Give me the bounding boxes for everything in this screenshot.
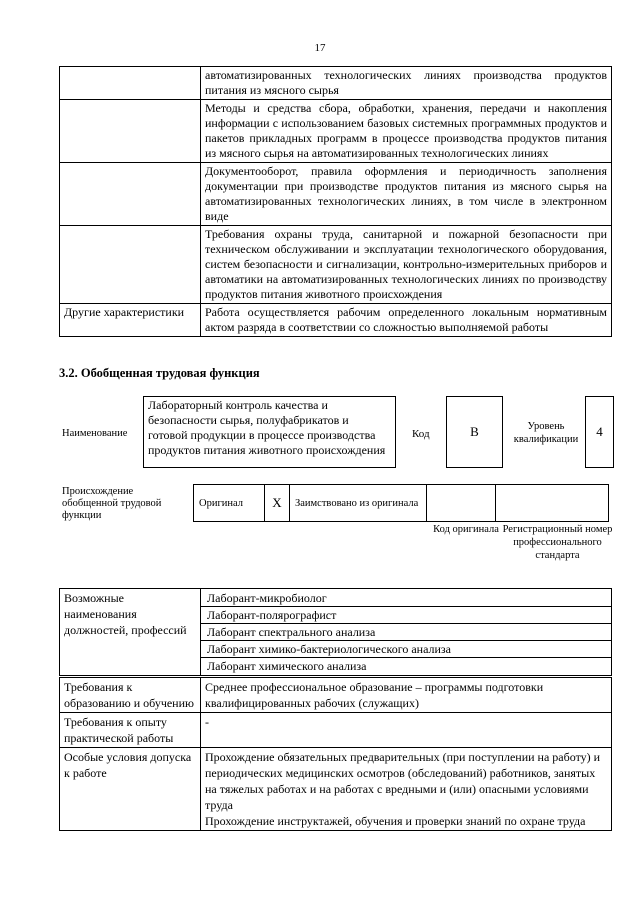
registration-number-cell xyxy=(496,485,609,522)
row-text: Требования охраны труда, санитарной и пожарной безопасности при техническом обслуживании и эксплуатации технологического оборудования, систем безопасности и сигнализации, контрольно-измерительных приборов и автоматики на автоматизированных технологических линиях по производству продуктов питания животного происхождения xyxy=(201,226,612,304)
list-item: Лаборант-микробиолог xyxy=(201,590,611,607)
table-row xyxy=(60,304,612,337)
other-characteristics-text: Работа осуществляется рабочим определенного локальным нормативным актом разряда в соответствии со сложностью выполняемой работы xyxy=(201,304,612,337)
page-number: 17 xyxy=(314,42,326,54)
row-label xyxy=(60,67,201,100)
continuation-table xyxy=(59,66,612,337)
list-item: Лаборант химико-бактериологического анализа xyxy=(201,641,611,658)
other-characteristics-label: Другие характеристики xyxy=(60,304,201,337)
education-label: Требования к образованию и обучению xyxy=(60,678,201,713)
level-value: 4 xyxy=(585,396,614,468)
origin-original-label: Оригинал xyxy=(194,485,265,522)
caption-registration-number: Регистрационный номер профессионального стандарта xyxy=(502,524,613,561)
row-label xyxy=(60,100,201,163)
list-item: Лаборант-полярографист xyxy=(201,607,611,624)
table-row xyxy=(60,226,612,304)
table-row xyxy=(60,713,612,748)
code-value: B xyxy=(446,396,503,468)
origin-borrowed-label: Заимствовано из оригинала xyxy=(290,485,427,522)
requirements-table xyxy=(59,677,612,831)
table-row xyxy=(60,678,612,713)
row-text: Методы и средства сбора, обработки, хранения, передачи и накопления информации с использованием базовых системных программных продуктов и пакетов прикладных программ в процессе производства продуктов питания из мясного сырья на автоматизированных технологических линиях xyxy=(201,100,612,163)
row-label xyxy=(60,226,201,304)
positions-table xyxy=(59,588,612,676)
origin-table xyxy=(193,484,609,522)
experience-text: - xyxy=(201,713,612,748)
row-label xyxy=(60,163,201,226)
original-code-cell xyxy=(427,485,496,522)
list-item: Лаборант химического анализа xyxy=(207,659,367,673)
caption-original-code: Код оригинала xyxy=(433,524,499,535)
row-text: автоматизированных технологических линиях производства продуктов питания из мясного сырья xyxy=(201,67,612,100)
origin-mark: X xyxy=(265,485,290,522)
admission-text-2: Прохождение инструктажей, обучения и проверки знаний по охране труда xyxy=(205,814,586,828)
origin-label: Происхождение обобщенной трудовой функции xyxy=(62,486,162,521)
table-row xyxy=(60,67,612,100)
education-text: Среднее профессиональное образование – программы подготовки квалифицированных рабочих (служащих) xyxy=(201,678,612,713)
name-label: Наименование xyxy=(62,428,128,439)
positions-list xyxy=(201,589,612,676)
list-item: Лаборант спектрального анализа xyxy=(201,624,611,641)
admission-text-1: Прохождение обязательных предварительных (при поступлении на работу) и периодических медицинских осмотров (обследований) работников, занятых на тяжелых работах и на работах с вредными и (или) опасными условиями труда xyxy=(205,750,601,812)
row-text: Документооборот, правила оформления и периодичность заполнения документации при производстве продуктов питания из мясного сырья на автоматизированных технологических линиях, в том числе в электронном виде xyxy=(201,163,612,226)
code-label: Код xyxy=(412,428,430,440)
positions-label: Возможные наименования должностей, профессий xyxy=(60,589,201,676)
experience-label: Требования к опыту практической работы xyxy=(60,713,201,748)
level-label: Уровень квалификации xyxy=(513,421,579,445)
section-heading: 3.2. Обобщенная трудовая функция xyxy=(59,366,260,380)
table-row xyxy=(194,485,609,522)
admission-label: Особые условия допуска к работе xyxy=(60,748,201,831)
table-row xyxy=(60,163,612,226)
table-row xyxy=(60,100,612,163)
table-row xyxy=(60,748,612,831)
function-name-value: Лабораторный контроль качества и безопасности сырья, полуфабрикатов и готовой продукции в процессе производства продуктов питания животного происхождения xyxy=(143,396,396,468)
admission-text xyxy=(201,748,612,831)
table-row xyxy=(60,589,612,676)
